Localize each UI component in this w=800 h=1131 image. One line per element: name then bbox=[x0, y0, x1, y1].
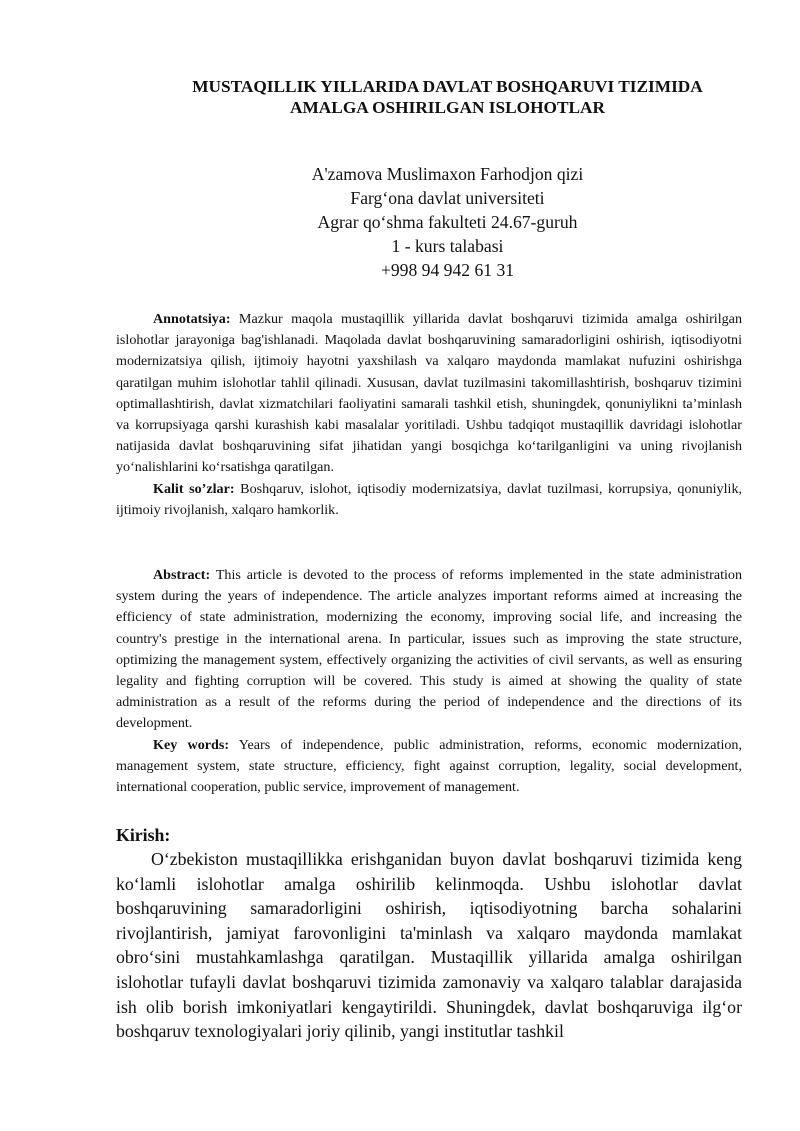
author-name: A'zamova Muslimaxon Farhodjon qizi bbox=[311, 164, 584, 184]
annotation-label: Annotatsiya: bbox=[153, 311, 231, 327]
annotation-keywords-label: Kalit so’zlar: bbox=[153, 480, 235, 497]
author-course: 1 - kurs talabasi bbox=[391, 236, 504, 256]
abstract-text: This article is devoted to the process of reforms implemented in the state administration system during the years of independence. The article analyzes important reforms aimed at increasing the efficiency of state administration, modernizing the economy, improving social life, and increasing the country's prestige in the international arena. In particular, issues such as improving the state structure, optimizing the management system, effectively organizing the activities of civil servants, as well as ensuring legality and fighting corruption will be covered. This study is aimed at showing the quality of state administration as a result of the reforms during the period of independence and the directions of its development. bbox=[116, 567, 742, 732]
title-line-1: MUSTAQILLIK YILLARIDA DAVLAT BOSHQARUVI TIZIMIDA bbox=[192, 77, 703, 96]
abstract-keywords-label: Key words: bbox=[153, 736, 230, 753]
intro-section bbox=[116, 823, 742, 1044]
annotation-paragraph bbox=[116, 309, 742, 479]
annotation-text: Mazkur maqola mustaqillik yillarida davlat boshqaruvi tizimida amalga oshirilgan islohotlar jarayoniga bag'ishlanadi. Maqolada davlat boshqaruvining samaradorligini oshirish, iqtisodiyotni modernizatsiya qilish, ijtimoiy hayotni yaxshilash va xalqaro maydonda mamlakat nufuzini oshirishga qaratilgan muhim islohotlar tahlil qilinadi. Xususan, davlat tuzilmasini takomillashtirish, boshqaruv tizimini optimallashtirish, davlat xizmatchilari faoliyatini samarali tashkil etish, shuningdek, qonuniylikni ta’minlash va korrupsiyaga qarshi kurashish kabi masalalar yoritiladi. Ushbu tadqiqot mustaqillik davridagi islohotlar natijasida davlat boshqaruvining sifat jihatidan yangi bosqichga ko‘tarilganligini va uning rivojlanish yo‘nalishlarini ko‘rsatishga qaratilgan. bbox=[116, 311, 742, 476]
author-faculty: Agrar qo‘shma fakulteti 24.67-guruh bbox=[317, 212, 578, 232]
author-phone: +998 94 942 61 31 bbox=[380, 260, 515, 280]
annotation-keywords-text: Boshqaruv, islohot, iqtisodiy modernizatsiya, davlat tuzilmasi, korrupsiya, qonuniylik, ijtimoiy rivojlanish, xalqaro hamkorlik. bbox=[116, 480, 743, 518]
author-block bbox=[200, 162, 695, 282]
intro-heading: Kirish: bbox=[116, 825, 171, 845]
title-line-2: AMALGA OSHIRILGAN ISLOHOTLAR bbox=[290, 98, 605, 117]
abstract-label: Abstract: bbox=[153, 567, 211, 583]
paper-title bbox=[100, 76, 795, 118]
annotation-section bbox=[116, 309, 742, 521]
abstract-keywords-text: Years of independence, public administration, reforms, economic modernization, management system, state structure, efficiency, fight against corruption, legality, social development, international cooperation, public service, improvement of management. bbox=[116, 736, 742, 796]
abstract-keywords bbox=[116, 735, 742, 799]
annotation-keywords bbox=[116, 479, 742, 521]
abstract-paragraph bbox=[116, 565, 742, 735]
abstract-section bbox=[116, 565, 742, 798]
author-university: Farg‘ona davlat universiteti bbox=[350, 188, 545, 208]
intro-paragraph: O‘zbekiston mustaqillikka erishganidan buyon davlat boshqaruvi tizimida keng ko‘lamli islohotlar amalga oshirilib kelinmoqda. Ushbu islohotlar davlat boshqaruvining samaradorligini oshirish, iqtisodiyotning barcha sohalarini rivojlantirish, jamiyat farovonligini ta'minlash va xalqaro maydonda mamlakat obro‘sini mustahkamlashga qaratilgan. Mustaqillik yillarida amalga oshirilgan islohotlar tufayli davlat boshqaruvi tizimida zamonaviy va xalqaro talablar darajasida ish olib borish imkoniyatlari kengaytirildi. Shuningdek, davlat boshqaruviga ilg‘or boshqaruv texnologiyalari joriy qilinib, yangi institutlar tashkil bbox=[116, 849, 742, 1042]
